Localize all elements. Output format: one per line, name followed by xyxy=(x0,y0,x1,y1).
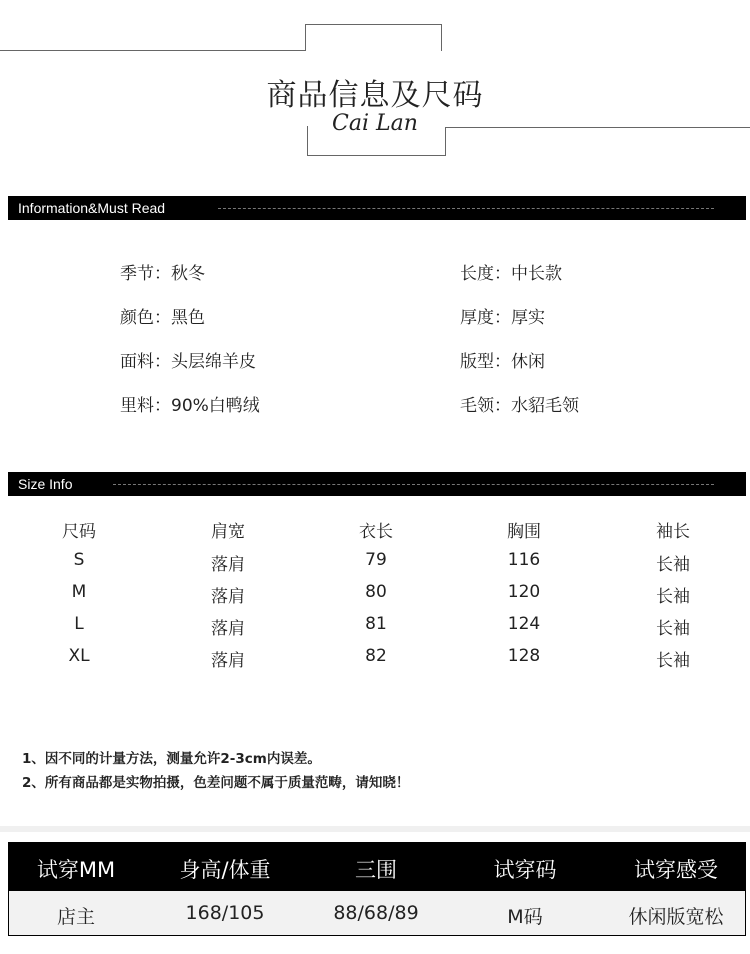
size-header-size: 尺码 xyxy=(62,522,96,542)
size-header-shoulder: 肩宽 xyxy=(211,522,245,542)
size-header-chest: 胸围 xyxy=(507,522,541,542)
frame-line-top-vertical-left xyxy=(305,24,306,51)
note-color-difference: 2、所有商品都是实物拍摄，色差问题不属于质量范畴，请知晓！ xyxy=(22,775,410,791)
model-cell-feel: 休闲版宽松 xyxy=(628,906,724,928)
info-collar: 毛领：水貂毛领 xyxy=(460,396,579,416)
model-table xyxy=(8,842,746,936)
model-header-feel: 试穿感受 xyxy=(634,858,718,882)
frame-line-bottom-horizontal xyxy=(307,155,445,156)
brand-logo xyxy=(0,108,750,144)
frame-line-top-left xyxy=(0,50,305,51)
info-thickness: 厚度：厚实 xyxy=(460,308,545,328)
size-section-label: Size Info xyxy=(18,476,73,492)
frame-line-top-horizontal xyxy=(305,24,441,25)
info-lining: 里料：90%白鸭绒 xyxy=(120,396,260,416)
page-title: 商品信息及尺码 xyxy=(266,78,484,113)
frame-line-top-vertical-right xyxy=(441,24,442,51)
info-season: 季节：秋冬 xyxy=(120,264,205,284)
section-divider xyxy=(0,826,750,832)
note-measurement: 1、因不同的计量方法，测量允许2-3cm内误差。 xyxy=(22,751,321,767)
svg-text:Cai Lan: Cai Lan xyxy=(332,111,418,136)
model-cell-measurements: 88/68/89 xyxy=(333,902,419,924)
model-table-header xyxy=(9,843,745,891)
size-section-bar xyxy=(8,472,746,496)
model-header-size: 试穿码 xyxy=(493,858,557,882)
info-fabric: 面料：头层绵羊皮 xyxy=(120,352,256,372)
info-fit: 版型：休闲 xyxy=(460,352,545,372)
model-header-measurements: 三围 xyxy=(355,858,397,882)
model-cell-model: 店主 xyxy=(56,906,95,928)
brand-logo-script xyxy=(330,108,420,138)
info-section-bar xyxy=(8,196,746,220)
info-section-label: Information&Must Read xyxy=(18,200,166,216)
info-length: 长度：中长款 xyxy=(460,264,562,284)
info-color: 颜色：黑色 xyxy=(120,308,205,328)
model-header-model: 试穿MM xyxy=(36,858,116,882)
model-header-height-weight: 身高/体重 xyxy=(179,858,271,882)
size-header-length: 衣长 xyxy=(359,522,393,542)
model-cell-height-weight: 168/105 xyxy=(185,902,265,924)
dashed-divider xyxy=(113,484,714,485)
model-cell-size: M码 xyxy=(507,906,543,928)
model-table-row xyxy=(9,891,745,935)
dashed-divider xyxy=(218,208,714,209)
size-header-sleeve: 袖长 xyxy=(656,522,690,542)
